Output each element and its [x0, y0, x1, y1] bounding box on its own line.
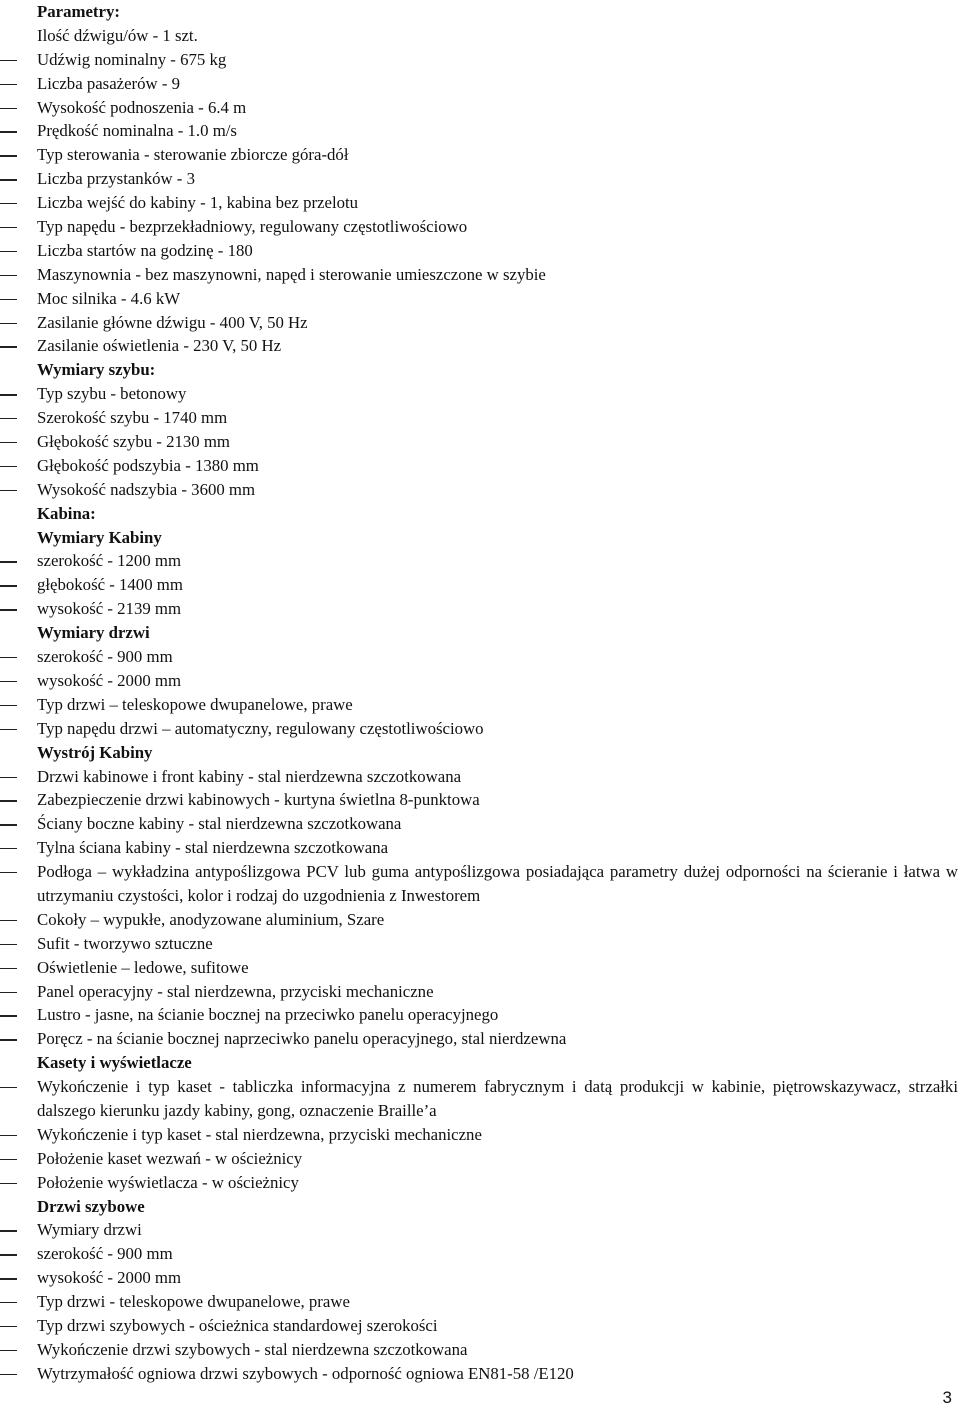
list-item: [0, 693, 958, 717]
dash-bullet-icon: [0, 800, 17, 801]
item-text: szerokość - 900 mm: [37, 647, 173, 667]
item-text: Typ sterowania - sterowanie zbiorcze góra-dół: [37, 145, 349, 165]
item-text: Zasilanie oświetlenia - 230 V, 50 Hz: [37, 336, 282, 356]
section-heading: [0, 526, 958, 550]
dash-bullet-icon: [0, 777, 17, 778]
item-text: Wymiary drzwi: [37, 1220, 142, 1240]
dash-bullet-icon: [0, 227, 17, 228]
list-item: [0, 311, 958, 335]
dash-bullet-icon: [0, 1015, 17, 1016]
item-text: Lustro - jasne, na ścianie bocznej na przeciwko panelu operacyjnego: [37, 1005, 499, 1025]
item-text: Podłoga – wykładzina antypoślizgowa PCV lub guma antypoślizgowa posiadająca parametry dużej odporności na ścieranie i łatwa w utrzymaniu czystości, kolor i rodzaj do uzgodnienia z Inwestorem: [37, 862, 958, 905]
list-item: [0, 1075, 958, 1123]
list-item: [0, 239, 958, 263]
dash-bullet-icon: [0, 1135, 17, 1136]
list-item: [0, 119, 958, 143]
dash-bullet-icon: [0, 442, 17, 443]
item-text: Maszynownia - bez maszynowni, napęd i sterowanie umieszczone w szybie: [37, 264, 546, 284]
dash-bullet-icon: [0, 203, 17, 204]
list-item: [0, 143, 958, 167]
heading-text: Wymiary szybu:: [37, 360, 156, 380]
item-text: Udźwig nominalny - 675 kg: [37, 49, 227, 69]
dash-bullet-icon: [0, 585, 17, 586]
section-heading: [0, 502, 958, 526]
heading-text: Kasety i wyświetlacze: [37, 1053, 192, 1073]
list-item: [0, 1242, 958, 1266]
item-text: głębokość - 1400 mm: [37, 575, 183, 595]
dash-bullet-icon: [0, 1230, 17, 1231]
dash-bullet-icon: [0, 1302, 17, 1303]
list-item: [0, 1290, 958, 1314]
dash-bullet-icon: [0, 466, 17, 467]
list-item: [0, 1218, 958, 1242]
heading-text: Drzwi szybowe: [37, 1196, 145, 1216]
list-item: [0, 24, 958, 48]
dash-bullet-icon: [0, 1326, 17, 1327]
dash-bullet-icon: [0, 1039, 17, 1040]
dash-bullet-icon: [0, 84, 17, 85]
list-item: [0, 382, 958, 406]
dash-bullet-icon: [0, 490, 17, 491]
item-text: Cokoły – wypukłe, anodyzowane aluminium, Szare: [37, 909, 385, 929]
section-heading: [0, 1051, 958, 1075]
list-item: [0, 645, 958, 669]
item-text: Liczba pasażerów - 9: [37, 73, 181, 93]
heading-text: Wymiary drzwi: [37, 623, 150, 643]
list-item: [0, 1147, 958, 1171]
item-text: Ściany boczne kabiny - stal nierdzewna szczotkowana: [37, 814, 402, 834]
dash-bullet-icon: [0, 920, 17, 921]
item-text: Liczba startów na godzinę - 180: [37, 240, 253, 260]
dash-bullet-icon: [0, 705, 17, 706]
list-item: [0, 167, 958, 191]
dash-bullet-icon: [0, 346, 17, 347]
item-text: Zabezpieczenie drzwi kabinowych - kurtyna świetlna 8-punktowa: [37, 790, 480, 810]
item-text: wysokość - 2139 mm: [37, 599, 182, 619]
list-item: [0, 1027, 958, 1051]
list-item: [0, 1266, 958, 1290]
dash-bullet-icon: [0, 1374, 17, 1375]
list-item: [0, 96, 958, 120]
list-item: [0, 263, 958, 287]
item-text: Ilość dźwigu/ów - 1 szt.: [37, 25, 198, 45]
list-item: [0, 980, 958, 1004]
item-text: Wykończenie i typ kaset - tabliczka informacyjna z numerem fabrycznym i datą produkcji w kabinie, piętrowskazywacz, strzałki dalszego kierunku jazdy kabiny, gong, oznaczenie Braille’a: [37, 1077, 958, 1121]
list-item: [0, 1338, 958, 1362]
section-heading: [0, 1195, 958, 1219]
dash-bullet-icon: [0, 299, 17, 300]
dash-bullet-icon: [0, 155, 17, 156]
list-item: [0, 1362, 958, 1386]
dash-bullet-icon: [0, 323, 17, 324]
list-item: [0, 454, 958, 478]
list-item: [0, 215, 958, 239]
heading-text: Wymiary Kabiny: [37, 527, 162, 547]
dash-bullet-icon: [0, 609, 17, 610]
list-item: [0, 956, 958, 980]
list-item: [0, 48, 958, 72]
item-text: Wykończenie drzwi szybowych - stal nierdzewna szczotkowana: [37, 1339, 468, 1359]
list-item: [0, 573, 958, 597]
item-text: Drzwi kabinowe i front kabiny - stal nierdzewna szczotkowana: [37, 766, 462, 786]
list-item: [0, 287, 958, 311]
section-heading: [0, 0, 958, 24]
page-number: 3: [942, 1388, 952, 1407]
list-item: [0, 430, 958, 454]
list-item: [0, 72, 958, 96]
list-item: [0, 812, 958, 836]
dash-bullet-icon: [0, 108, 17, 109]
dash-bullet-icon: [0, 1087, 17, 1088]
dash-bullet-icon: [0, 729, 17, 730]
item-text: Tylna ściana kabiny - stal nierdzewna szczotkowana: [37, 838, 389, 858]
list-item: [0, 549, 958, 573]
item-text: Typ napędu - bezprzekładniowy, regulowany częstotliwościowo: [37, 217, 468, 237]
dash-bullet-icon: [0, 1159, 17, 1160]
item-text: wysokość - 2000 mm: [37, 1268, 182, 1288]
dash-bullet-icon: [0, 179, 17, 180]
section-heading: [0, 741, 958, 765]
list-item: [0, 908, 958, 932]
item-text: Wysokość podnoszenia - 6.4 m: [37, 97, 247, 117]
dash-bullet-icon: [0, 1278, 17, 1279]
dash-bullet-icon: [0, 944, 17, 945]
item-text: wysokość - 2000 mm: [37, 670, 182, 690]
item-text: Szerokość szybu - 1740 mm: [37, 408, 228, 428]
item-text: Moc silnika - 4.6 kW: [37, 288, 181, 308]
list-item: [0, 1171, 958, 1195]
item-text: Położenie wyświetlacza - w ościeżnicy: [37, 1172, 299, 1192]
item-text: Panel operacyjny - stal nierdzewna, przyciski mechaniczne: [37, 981, 434, 1001]
list-item: [0, 836, 958, 860]
item-text: Sufit - tworzywo sztuczne: [37, 933, 213, 953]
list-item: [0, 1003, 958, 1027]
item-text: Poręcz - na ścianie bocznej naprzeciwko panelu operacyjnego, stal nierdzewna: [37, 1029, 567, 1049]
dash-bullet-icon: [0, 131, 17, 132]
list-item: [0, 860, 958, 908]
dash-bullet-icon: [0, 657, 17, 658]
dash-bullet-icon: [0, 968, 17, 969]
list-item: [0, 932, 958, 956]
item-text: Typ drzwi szybowych - ościeżnica standardowej szerokości: [37, 1316, 438, 1336]
dash-bullet-icon: [0, 1183, 17, 1184]
item-text: Wytrzymałość ogniowa drzwi szybowych - odporność ogniowa EN81-58 /E120: [37, 1363, 574, 1383]
dash-bullet-icon: [0, 1254, 17, 1255]
heading-text: Kabina:: [37, 503, 96, 523]
dash-bullet-icon: [0, 1350, 17, 1351]
item-text: Głębokość szybu - 2130 mm: [37, 432, 230, 452]
item-text: Oświetlenie – ledowe, sufitowe: [37, 957, 249, 977]
item-text: Zasilanie główne dźwigu - 400 V, 50 Hz: [37, 312, 308, 332]
item-text: Położenie kaset wezwań - w ościeżnicy: [37, 1148, 303, 1168]
list-item: [0, 191, 958, 215]
list-item: [0, 1123, 958, 1147]
dash-bullet-icon: [0, 275, 17, 276]
item-text: Prędkość nominalna - 1.0 m/s: [37, 121, 237, 141]
dash-bullet-icon: [0, 872, 17, 873]
heading-text: Parametry:: [37, 2, 120, 21]
heading-text: Wystrój Kabiny: [37, 742, 153, 762]
list-item: [0, 669, 958, 693]
item-text: Typ drzwi – teleskopowe dwupanelowe, prawe: [37, 694, 353, 714]
dash-bullet-icon: [0, 60, 17, 61]
item-text: szerokość - 1200 mm: [37, 551, 182, 571]
item-text: Wysokość nadszybia - 3600 mm: [37, 479, 256, 499]
item-text: szerokość - 900 mm: [37, 1244, 173, 1264]
section-heading: [0, 358, 958, 382]
list-item: [0, 1314, 958, 1338]
list-item: [0, 406, 958, 430]
item-text: Liczba wejść do kabiny - 1, kabina bez przelotu: [37, 193, 359, 213]
dash-bullet-icon: [0, 394, 17, 395]
list-item: [0, 765, 958, 789]
list-item: [0, 717, 958, 741]
dash-bullet-icon: [0, 824, 17, 825]
list-item: [0, 478, 958, 502]
dash-bullet-icon: [0, 681, 17, 682]
dash-bullet-icon: [0, 848, 17, 849]
item-text: Typ drzwi - teleskopowe dwupanelowe, prawe: [37, 1292, 350, 1312]
list-item: [0, 597, 958, 621]
dash-bullet-icon: [0, 418, 17, 419]
dash-bullet-icon: [0, 251, 17, 252]
item-text: Liczba przystanków - 3: [37, 169, 195, 189]
section-heading: [0, 621, 958, 645]
item-text: Wykończenie i typ kaset - stal nierdzewna, przyciski mechaniczne: [37, 1124, 482, 1144]
list-item: [0, 334, 958, 358]
item-text: Typ napędu drzwi – automatyczny, regulowany częstotliwościowo: [37, 718, 484, 738]
dash-bullet-icon: [0, 992, 17, 993]
item-text: Typ szybu - betonowy: [37, 384, 187, 404]
dash-bullet-icon: [0, 561, 17, 562]
item-text: Głębokość podszybia - 1380 mm: [37, 455, 259, 475]
list-item: [0, 788, 958, 812]
